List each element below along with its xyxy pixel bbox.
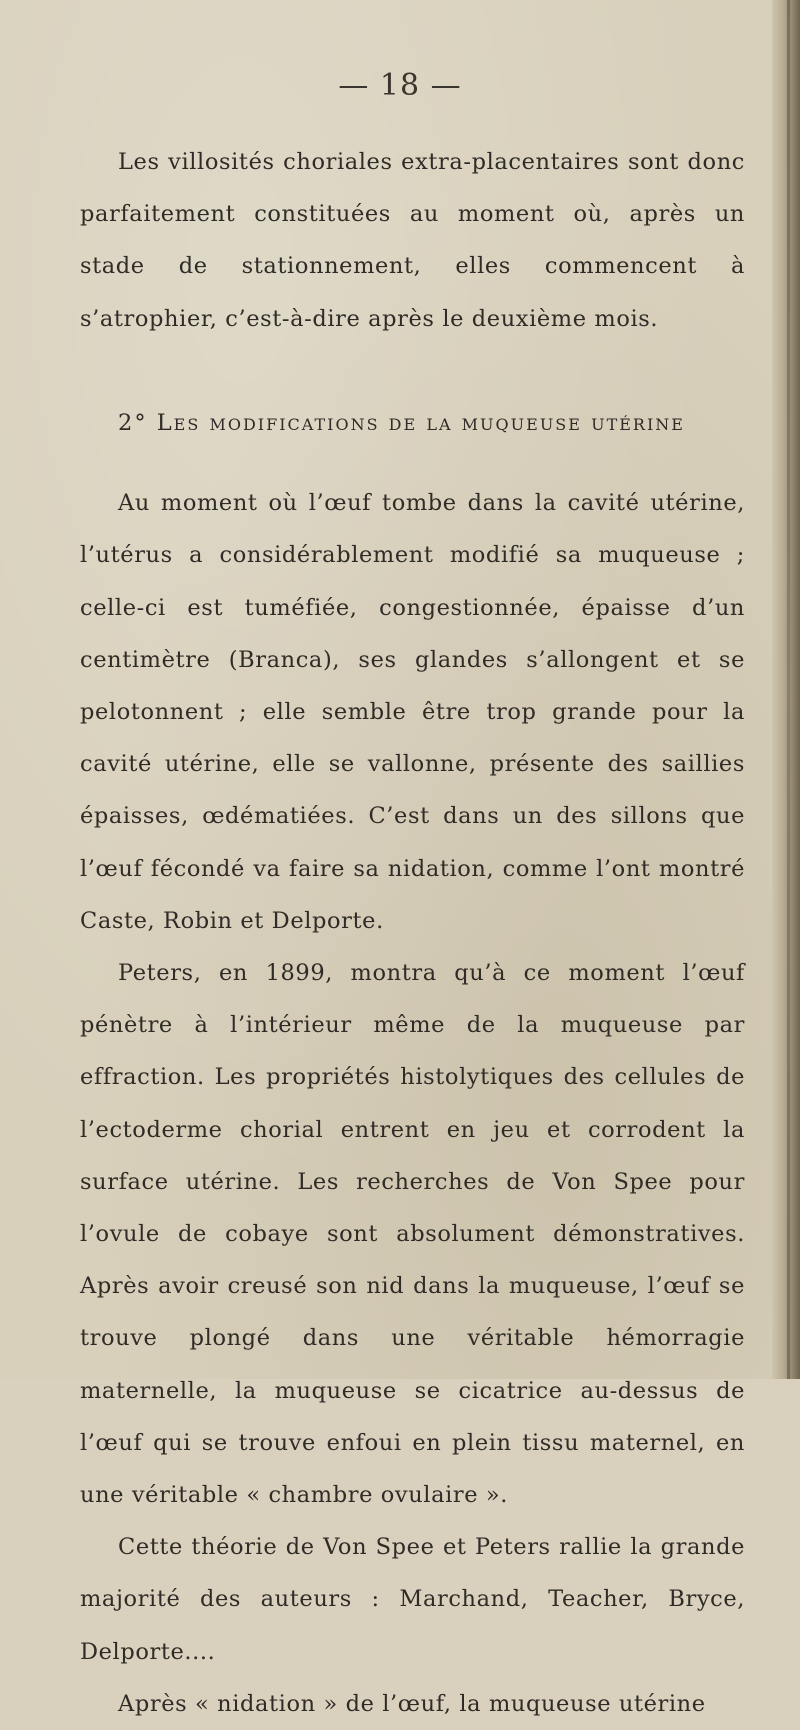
paragraph-moment-oeuf: Au moment où l’œuf tombe dans la cavité utérine, l’utérus a considérablement modifié sa muqueuse ; celle-ci est tuméfiée, congestionnée, épaisse d’un centimètre (Branca), ses glandes s’allongent et se pelotonnent ; elle semble être trop grande pour la cavité utérine, elle se vallonne, présente des saillies épaisses, œdématiées. C’est dans un des sillons que l’œuf fécondé va faire sa nidation, comme l’ont montré Caste, Robin et Delporte. — [80, 490, 745, 934]
paragraph-theorie: Cette théorie de Von Spee et Peters rallie la grande majorité des auteurs : Marchand, Teacher, Bryce, Delporte.... — [80, 1534, 745, 1665]
section-number: 2° — [118, 410, 148, 436]
page-edge-line — [787, 0, 790, 1379]
section-heading — [80, 397, 745, 449]
paragraph-apres-nidation: Après « nidation » de l’œuf, la muqueuse utérine — [118, 1690, 706, 1717]
section-title: Les modifications de la muqueuse utérine — [156, 410, 685, 436]
paragraph-peters: Peters, en 1899, montra qu’à ce moment l’œuf pénètre à l’intérieur même de la muqueuse par effraction. Les propriétés histolytiques des cellules de l’ectoderme chorial entrent en jeu et corrodent la surface utérine. Les recherches de Von Spee pour l’ovule de cobaye sont absolument démonstratives. Après avoir creusé son nid dans la muqueuse, l’œuf se trouve plongé dans une véritable hémorragie maternelle, la muqueuse se cicatrice au-dessus de l’œuf qui se trouve enfoui en plein tissu maternel, en une véritable « chambre ovulaire ». — [80, 960, 745, 1509]
page-content — [80, 136, 745, 1730]
page-number: — 18 — — [338, 68, 462, 103]
paragraph-villosites: Les villosités choriales extra-placentaires sont donc parfaitement constituées au moment où, après un stade de stationnement, elles commencent à s’atrophier, c’est-à-dire après le deuxième mois. — [80, 149, 745, 332]
page-edge-shadow — [772, 0, 800, 1379]
